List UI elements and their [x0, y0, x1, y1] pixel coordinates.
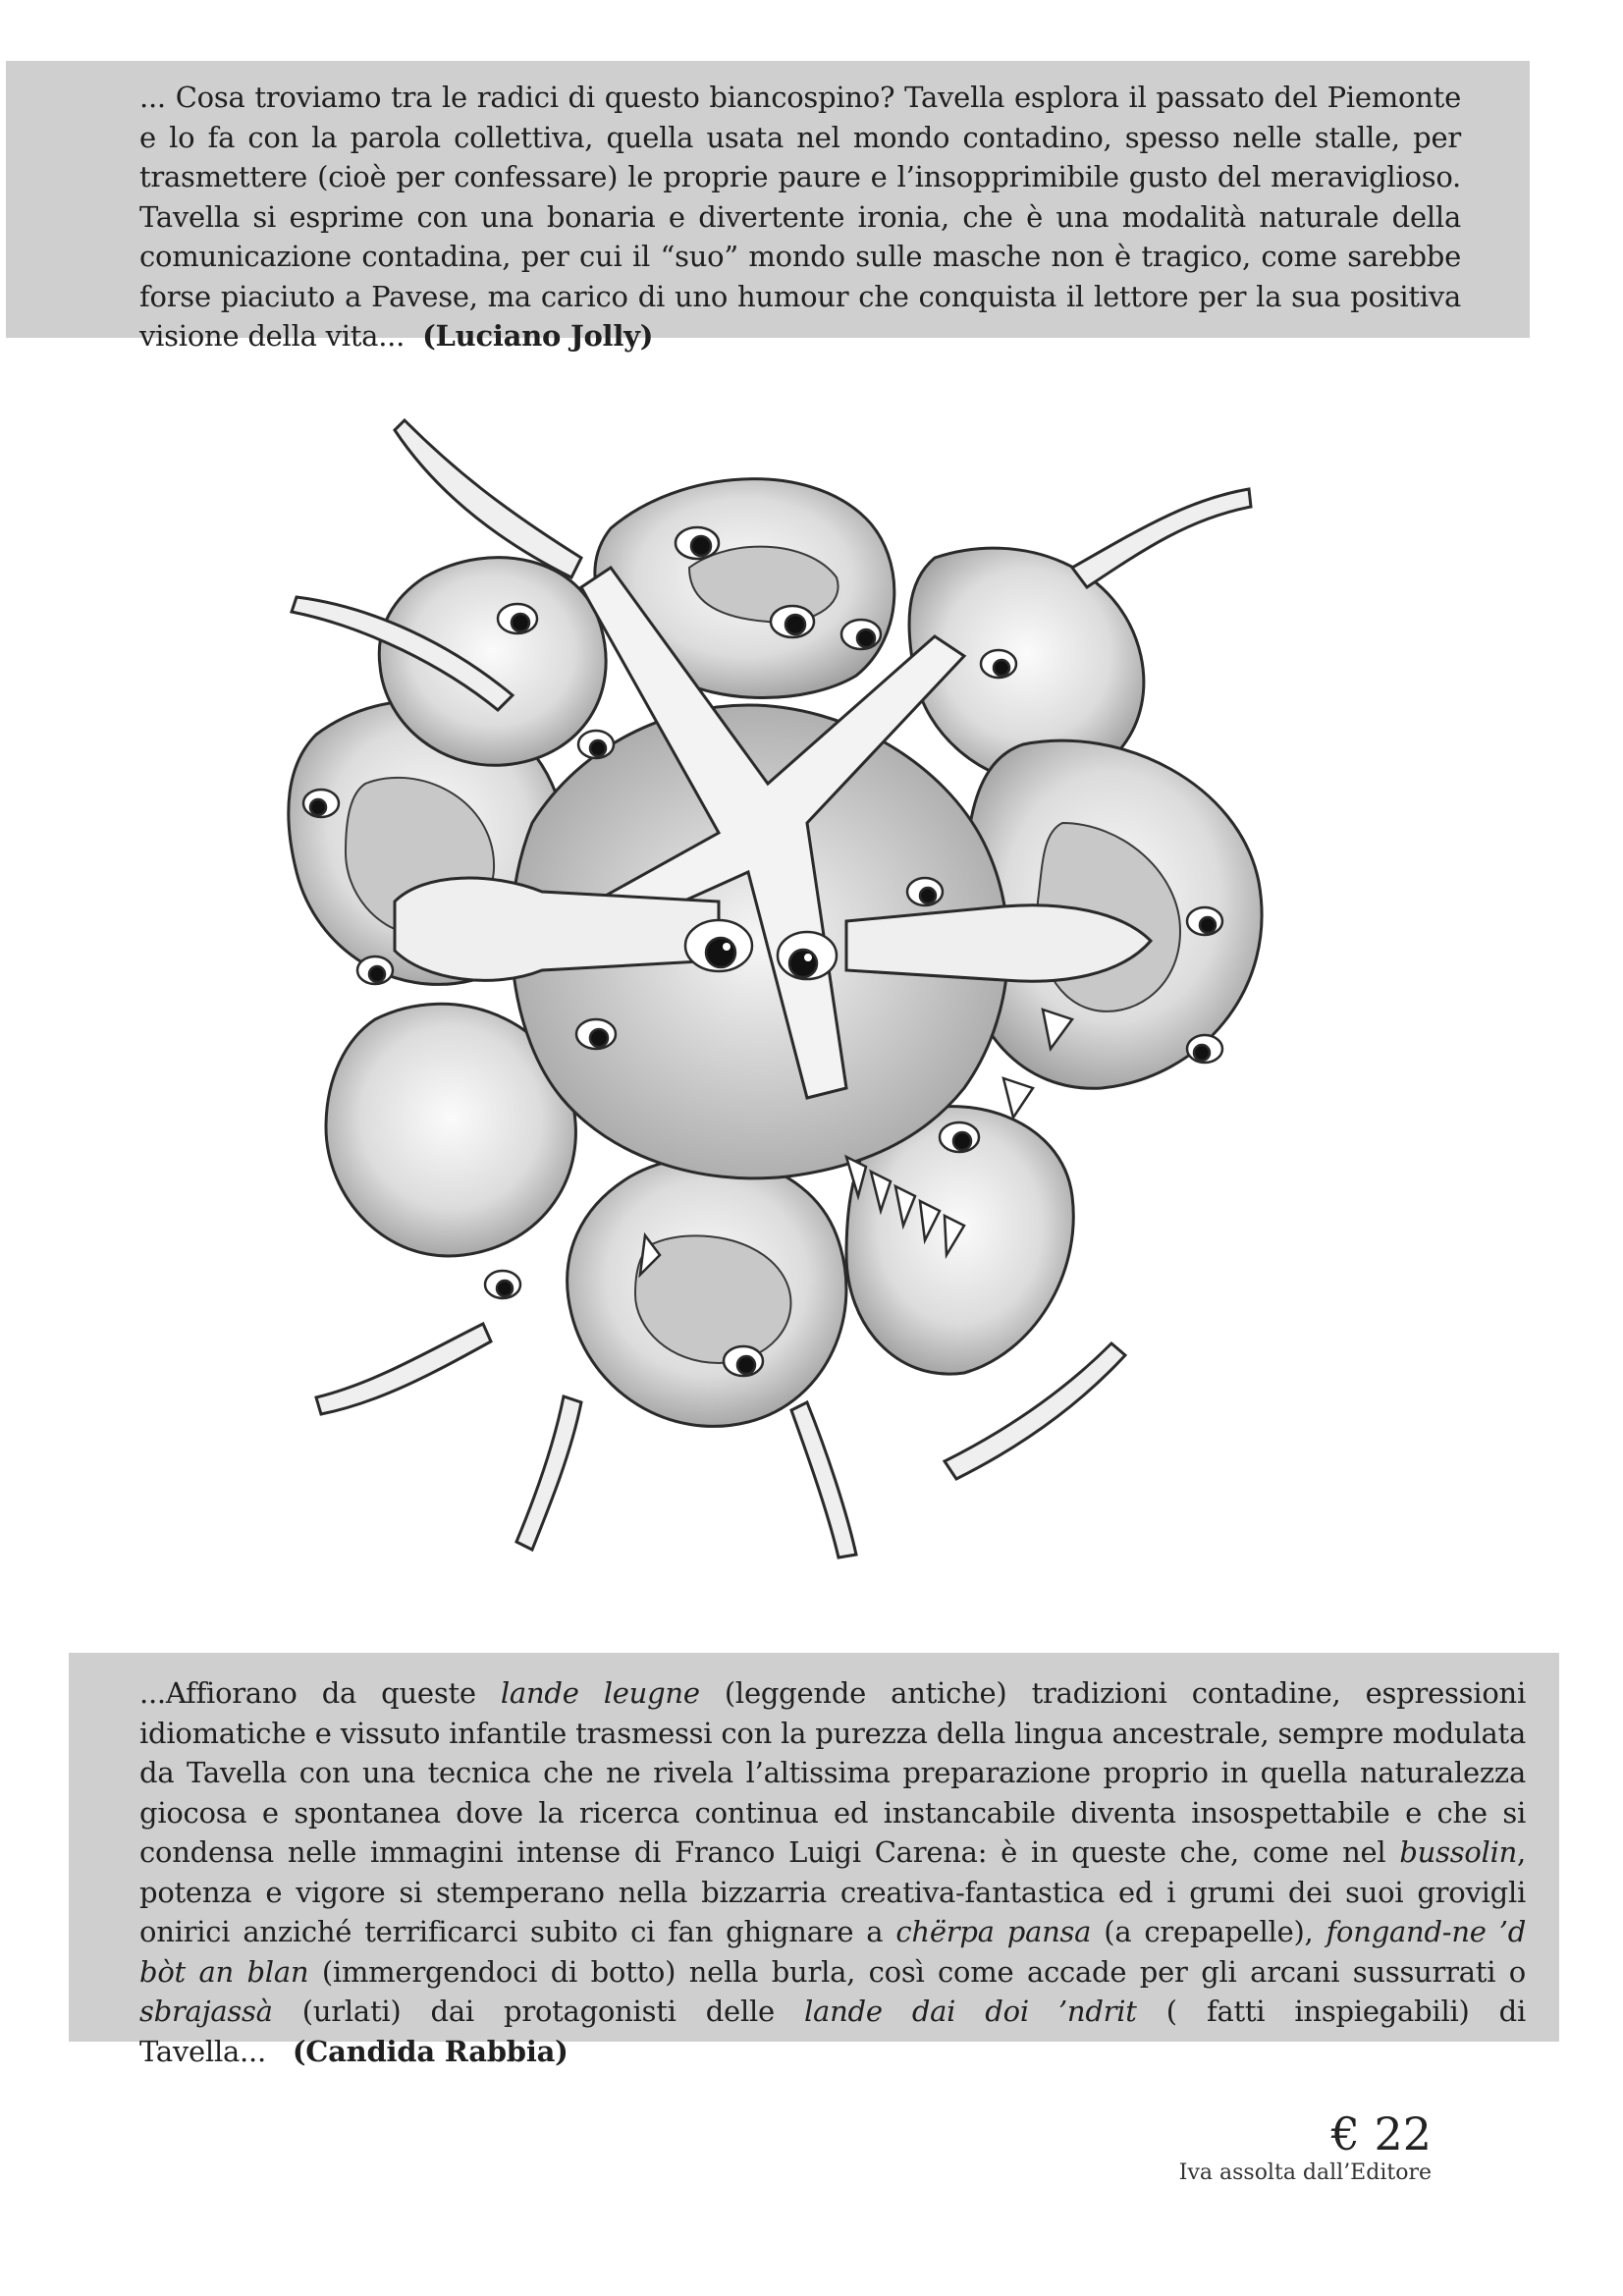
top-quote-body: ... Cosa troviamo tra le radici di questo biancospino? Tavella esplora il passato del Piemonte e lo fa con la parola collettiva, quella usata nel mondo contadino, spesso nelle stalle, per trasmettere (cioè per confessare) le proprie paure e l’insopprimibile gusto del meraviglioso. Tavella si esprime con una bonaria e divertente ironia, che è una modalità naturale della comunicazione contadina, per cui il “suo” mondo sulle masche non è tragico, come sarebbe forse piaciuto a Pavese, ma carico di uno humour che conquista il lettore per la sua positiva visione della vita... — [139, 81, 1461, 353]
bottom-quote-run: (a crepapelle), — [1091, 1915, 1326, 1948]
eye-bottom-4 — [485, 1271, 520, 1298]
eye-left-2 — [357, 957, 393, 984]
eye-top-3 — [841, 620, 881, 649]
eye-right-3 — [1187, 1035, 1222, 1063]
lobe-top-left — [379, 558, 606, 766]
bottom-quote-italic: lande leugne — [500, 1676, 700, 1710]
bottom-quote-italic: lande dai doi ’ndrit — [804, 1995, 1137, 2028]
eye-right-1 — [981, 650, 1016, 678]
bottom-quote-text — [139, 1673, 1526, 2071]
bottom-quote-italic: chërpa pansa — [895, 1915, 1092, 1948]
eye-center-right — [778, 932, 837, 979]
eye-left-1 — [303, 790, 339, 817]
bottom-quote-run: (leggende antiche) tradizioni contadine, espressioni idiomatiche e vissuto infantile trasmessi con la purezza della lingua ancestrale, sempre modulata da Tavella con una tecnica che ne rivela l’altissima preparazione proprio in quella naturalezza giocosa e spontanea dove la ricerca continua ed instancabile diventa insospettabile e che si condensa nelle immagini intense di Franco Luigi Carena: è in queste che, come nel — [139, 1676, 1526, 1869]
price-label: € 22 — [1330, 2107, 1432, 2160]
eye-bottom-3 — [724, 1346, 763, 1376]
grotesque-faces-illustration — [257, 410, 1310, 1563]
bottom-quote-run: , potenza e vigore si stemperano nella bizzarria creativa-fantastica ed i grumi dei suoi grovigli onirici anziché terrificarci subito ci fan ghignare a — [139, 1835, 1526, 1948]
eye-top-2 — [771, 606, 814, 637]
bottom-quote-author: (Candida Rabbia) — [292, 2034, 568, 2068]
bottom-quote-italic: bussolin — [1399, 1835, 1518, 1869]
eye-top-1 — [676, 527, 719, 559]
bottom-quote-run: (urlati) dai protagonisti delle — [272, 1995, 805, 2028]
bottom-quote-italic: sbrajassà — [139, 1995, 273, 2028]
bottom-quote-run: ...Affiorano da queste — [139, 1676, 501, 1710]
top-quote-author: (Luciano Jolly) — [422, 319, 654, 353]
bottom-quote-run: (immergendoci di botto) nella burla, così come accade per gli arcani sussurrati o — [308, 1954, 1526, 1989]
bottom-quote-box — [69, 1653, 1559, 2068]
eye-upper-mid — [578, 731, 614, 758]
vat-note: Iva assolta dall’Editore — [1178, 2160, 1432, 2185]
bottom-quote-run: ( fatti inspiegabili) di Tavella... — [139, 1995, 1526, 2068]
eye-left-3 — [498, 604, 537, 633]
eye-center-left — [685, 920, 752, 971]
top-quote-text — [139, 78, 1461, 356]
eye-right-mid — [907, 878, 943, 905]
eye-bottom-2 — [940, 1122, 979, 1152]
bottom-quote-italic: fongand-ne ’d bòt an blan — [139, 1915, 1527, 1989]
top-quote-box — [6, 61, 1530, 353]
eye-right-2 — [1187, 907, 1222, 935]
eye-bottom-1 — [576, 1019, 616, 1049]
